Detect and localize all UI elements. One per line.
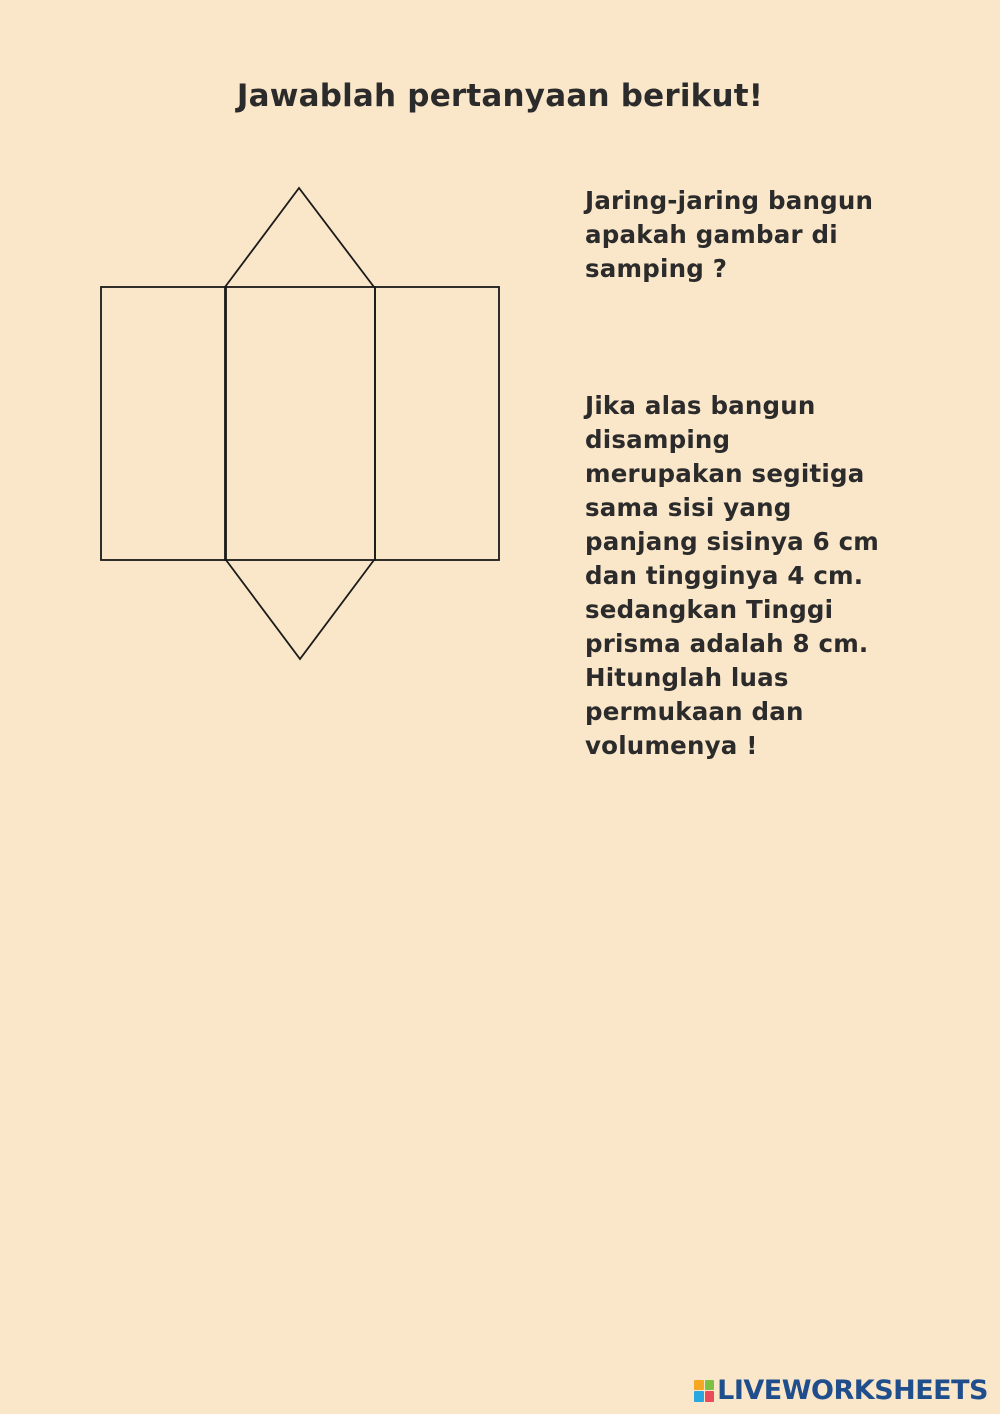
liveworksheets-logo <box>694 1375 988 1406</box>
logo-tile <box>694 1391 704 1402</box>
question-1-line: Jaring-jaring bangun <box>585 186 874 215</box>
liveworksheets-logo-icon <box>694 1380 714 1402</box>
question-1 <box>585 184 915 286</box>
net-bottom-triangle <box>226 560 374 659</box>
question-2-line: volumenya ! <box>585 731 758 760</box>
question-2-line: sedangkan Tinggi <box>585 595 834 624</box>
question-2-line: panjang sisinya 6 cm <box>585 527 880 556</box>
question-1-line: samping ? <box>585 254 728 283</box>
question-2-line: prisma adalah 8 cm. <box>585 629 869 658</box>
liveworksheets-brand-text: LIVEWORKSHEETS <box>717 1375 988 1406</box>
question-2-line: dan tingginya 4 cm. <box>585 561 864 590</box>
question-2-line: sama sisi yang <box>585 493 792 522</box>
page-title: Jawablah pertanyaan berikut! <box>236 78 764 114</box>
net-top-triangle <box>225 188 374 287</box>
question-2-line: Jika alas bangun <box>585 391 816 420</box>
logo-tile <box>694 1380 704 1391</box>
net-right-rectangle <box>375 287 499 560</box>
logo-tile <box>705 1391 715 1402</box>
net-middle-rectangle <box>225 287 375 560</box>
question-2 <box>585 389 915 763</box>
question-2-line: permukaan dan <box>585 697 804 726</box>
triangular-prism-net-figure <box>95 182 505 667</box>
logo-tile <box>705 1380 715 1391</box>
question-2-line: Hitunglah luas <box>585 663 789 692</box>
question-2-line: merupakan segitiga <box>585 459 865 488</box>
question-1-line: apakah gambar di <box>585 220 838 249</box>
net-left-rectangle <box>101 287 226 560</box>
question-2-line: disamping <box>585 425 731 454</box>
